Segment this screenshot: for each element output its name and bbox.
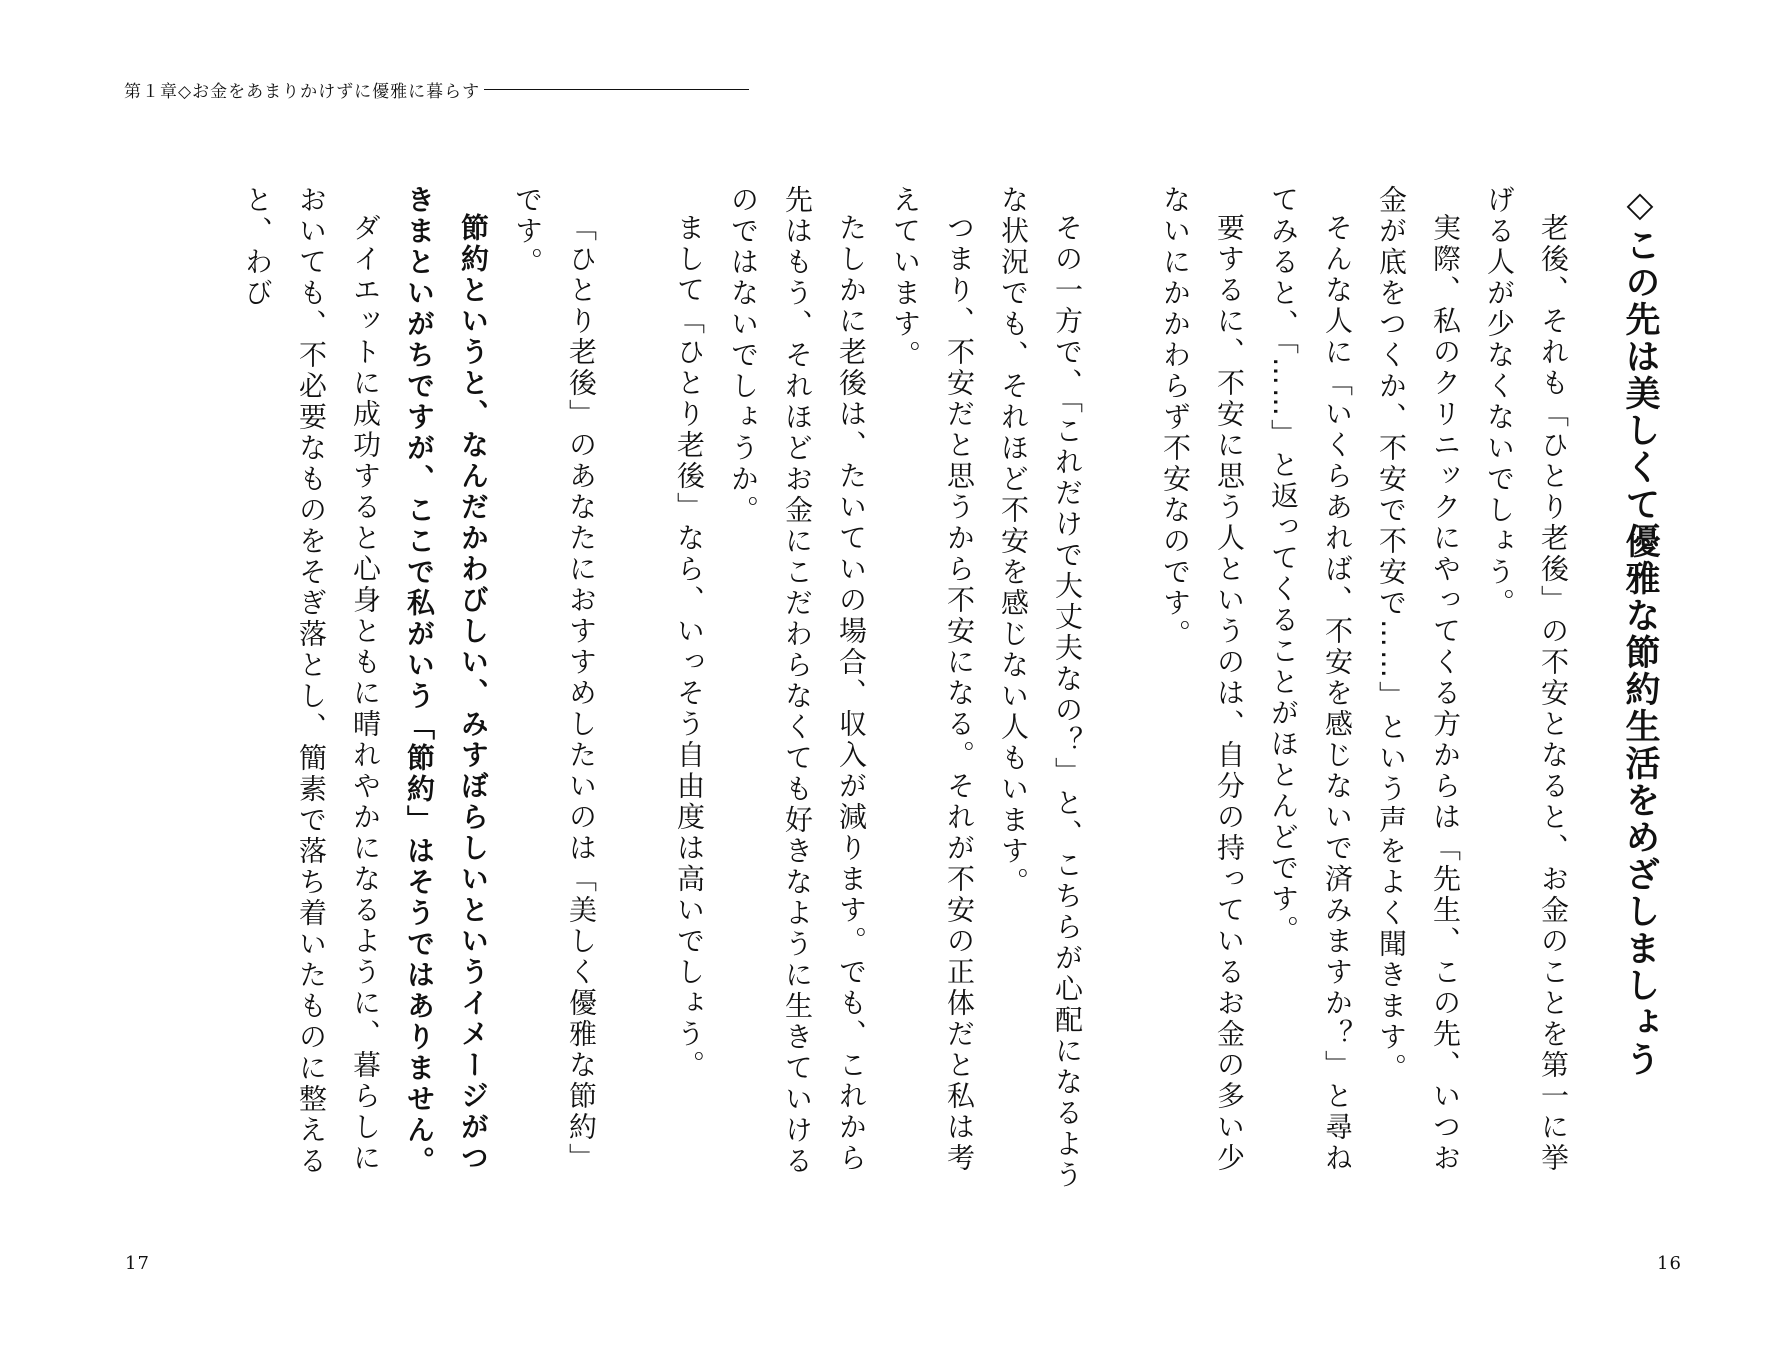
paragraph: 老後、それも「ひとり老後」の不安となると、お金のことを第一に挙げる人が少なくないでしょう。 — [1483, 185, 1570, 1174]
running-header — [124, 74, 749, 104]
paragraph: その一方で、「これだけで大丈夫なの？」と、こちらが心配になるような状況でも、それほど不安を感じない人もいます。 — [997, 185, 1084, 1191]
running-header-title: 第１章◇お金をあまりかけずに優雅に暮らす — [124, 81, 481, 102]
paragraph: たしかに老後は、たいていの場合、収入が減ります。でも、これから先はもう、それほどお金にこだわらなくても好きなように生きていけるのではないでしょうか。 — [727, 185, 868, 1177]
section-heading: ◇この先は美しくて優雅な節約生活をめざしましょう — [1620, 185, 1660, 1078]
running-header-rule — [484, 89, 749, 90]
paragraph: そんな人に「いくらあれば、不安を感じないで済みますか？」と尋ねてみると、「……」と返ってくることがほとんどです。 — [1267, 185, 1354, 1174]
paragraph: つまり、不安だと思うから不安になる。それが不安の正体だと私は考えています。 — [889, 185, 976, 1174]
paragraph-emphasis: 節約というと、なんだかわびしい、みすぼらしいというイメージがつきまといがちですが、ここで私がいう「節約」はそうではありません。 — [403, 185, 490, 1177]
paragraph: 実際、私のクリニックにやってくる方からは「先生、この先、いつお金が底をつくか、不安で不安で……」という声をよく聞きます。 — [1375, 185, 1462, 1174]
paragraph: まして「ひとり老後」なら、いっそう自由度は高いでしょう。 — [673, 213, 706, 1081]
page-number-left: 17 — [125, 1253, 150, 1274]
paragraph: 要するに、不安に思う人というのは、自分の持っているお金の多い少ないにかかわらず不安なのです。 — [1159, 185, 1246, 1174]
paragraph: ダイエットに成功すると心身ともに晴れやかになるように、暮らしにおいても、不必要なものをそぎ落とし、簡素で落ち着いたものに整えると、わび — [241, 185, 382, 1177]
vertical-text-body — [230, 185, 1670, 1195]
paragraph: 「ひとり老後」のあなたにおすすめしたいのは「美しく優雅な節約」です。 — [511, 185, 598, 1174]
page-number-right: 16 — [1657, 1253, 1682, 1274]
